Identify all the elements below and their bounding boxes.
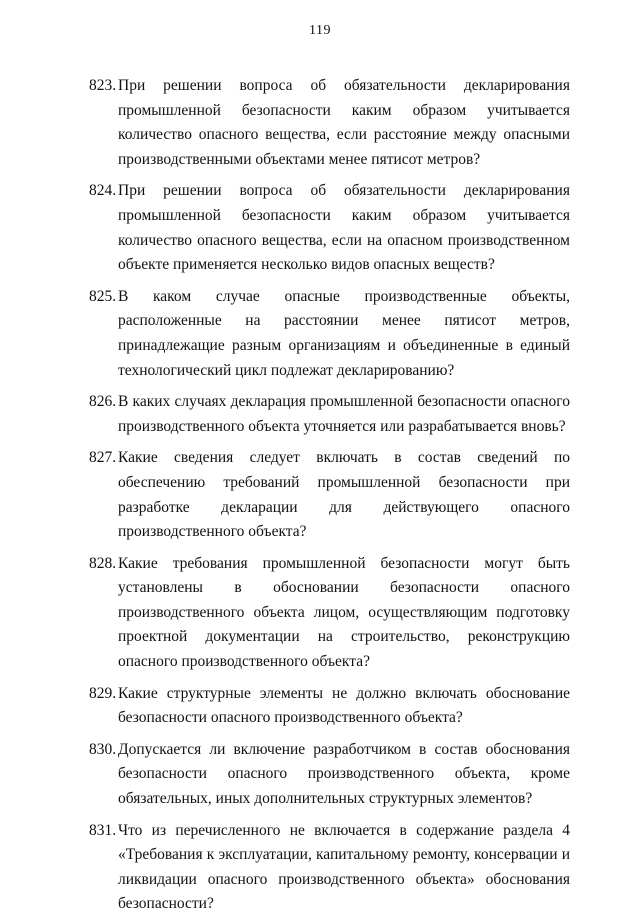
question-number: 829. (89, 684, 117, 702)
page-number: 119 (309, 23, 331, 38)
question-list (89, 74, 570, 924)
question-text: Что из перечисленного не включается в содержание раздела 4 «Требования к эксплуатации, капитальному ремонту, консервации и ликвидации опасного производственного объекта» обоснования безопасности? (118, 821, 570, 913)
question-827 (89, 446, 570, 544)
question-number: 830. (89, 740, 117, 758)
question-824 (89, 179, 570, 277)
question-number: 824. (89, 182, 117, 200)
question-number: 826. (89, 393, 117, 411)
question-number: 828. (89, 554, 117, 572)
question-826 (89, 390, 570, 439)
question-text: Какие сведения следует включать в состав сведений по обеспечению требований промышленной безопасности при разработке декларации для действующего опасного производственного объекта? (118, 449, 570, 541)
question-828 (89, 552, 570, 675)
question-text: Какие требования промышленной безопасности могут быть установлены в обосновании безопасности опасного производственного объекта лицом, осуществляющим подготовку проектной документации на строительство, реконструкцию опасного производственного объекта? (118, 554, 570, 671)
question-text: При решении вопроса об обязательности декларирования промышленной безопасности каким образом учитывается количество опасного вещества, если на опасном производственном объекте применяется несколько видов опасных веществ? (118, 182, 570, 274)
question-number: 825. (89, 287, 117, 305)
question-number: 827. (89, 449, 117, 467)
question-text: В каком случае опасные производственные объекты, расположенные на расстоянии менее пятисот метров, принадлежащие разным организациям и объединенные в единый технологический цикл подлежат декларированию? (118, 287, 570, 379)
question-number: 831. (89, 821, 117, 839)
question-text: В каких случаях декларация промышленной безопасности опасного производственного объекта уточняется или разрабатывается вновь? (118, 393, 570, 435)
question-830 (89, 738, 570, 812)
question-831 (89, 819, 570, 917)
question-text: Допускается ли включение разработчиком в состав обоснования безопасности опасного производственного объекта, кроме обязательных, иных дополнительных структурных элементов? (118, 740, 570, 808)
question-823 (89, 74, 570, 172)
question-text: При решении вопроса об обязательности декларирования промышленной безопасности каким образом учитывается количество опасного вещества, если расстояние между опасными производственными объектами менее пятисот метров? (118, 77, 570, 168)
question-text: Какие структурные элементы не должно включать обоснование безопасности опасного производственного объекта? (118, 684, 570, 727)
question-number: 823. (89, 77, 117, 94)
question-825 (89, 285, 570, 383)
question-829 (89, 682, 570, 731)
